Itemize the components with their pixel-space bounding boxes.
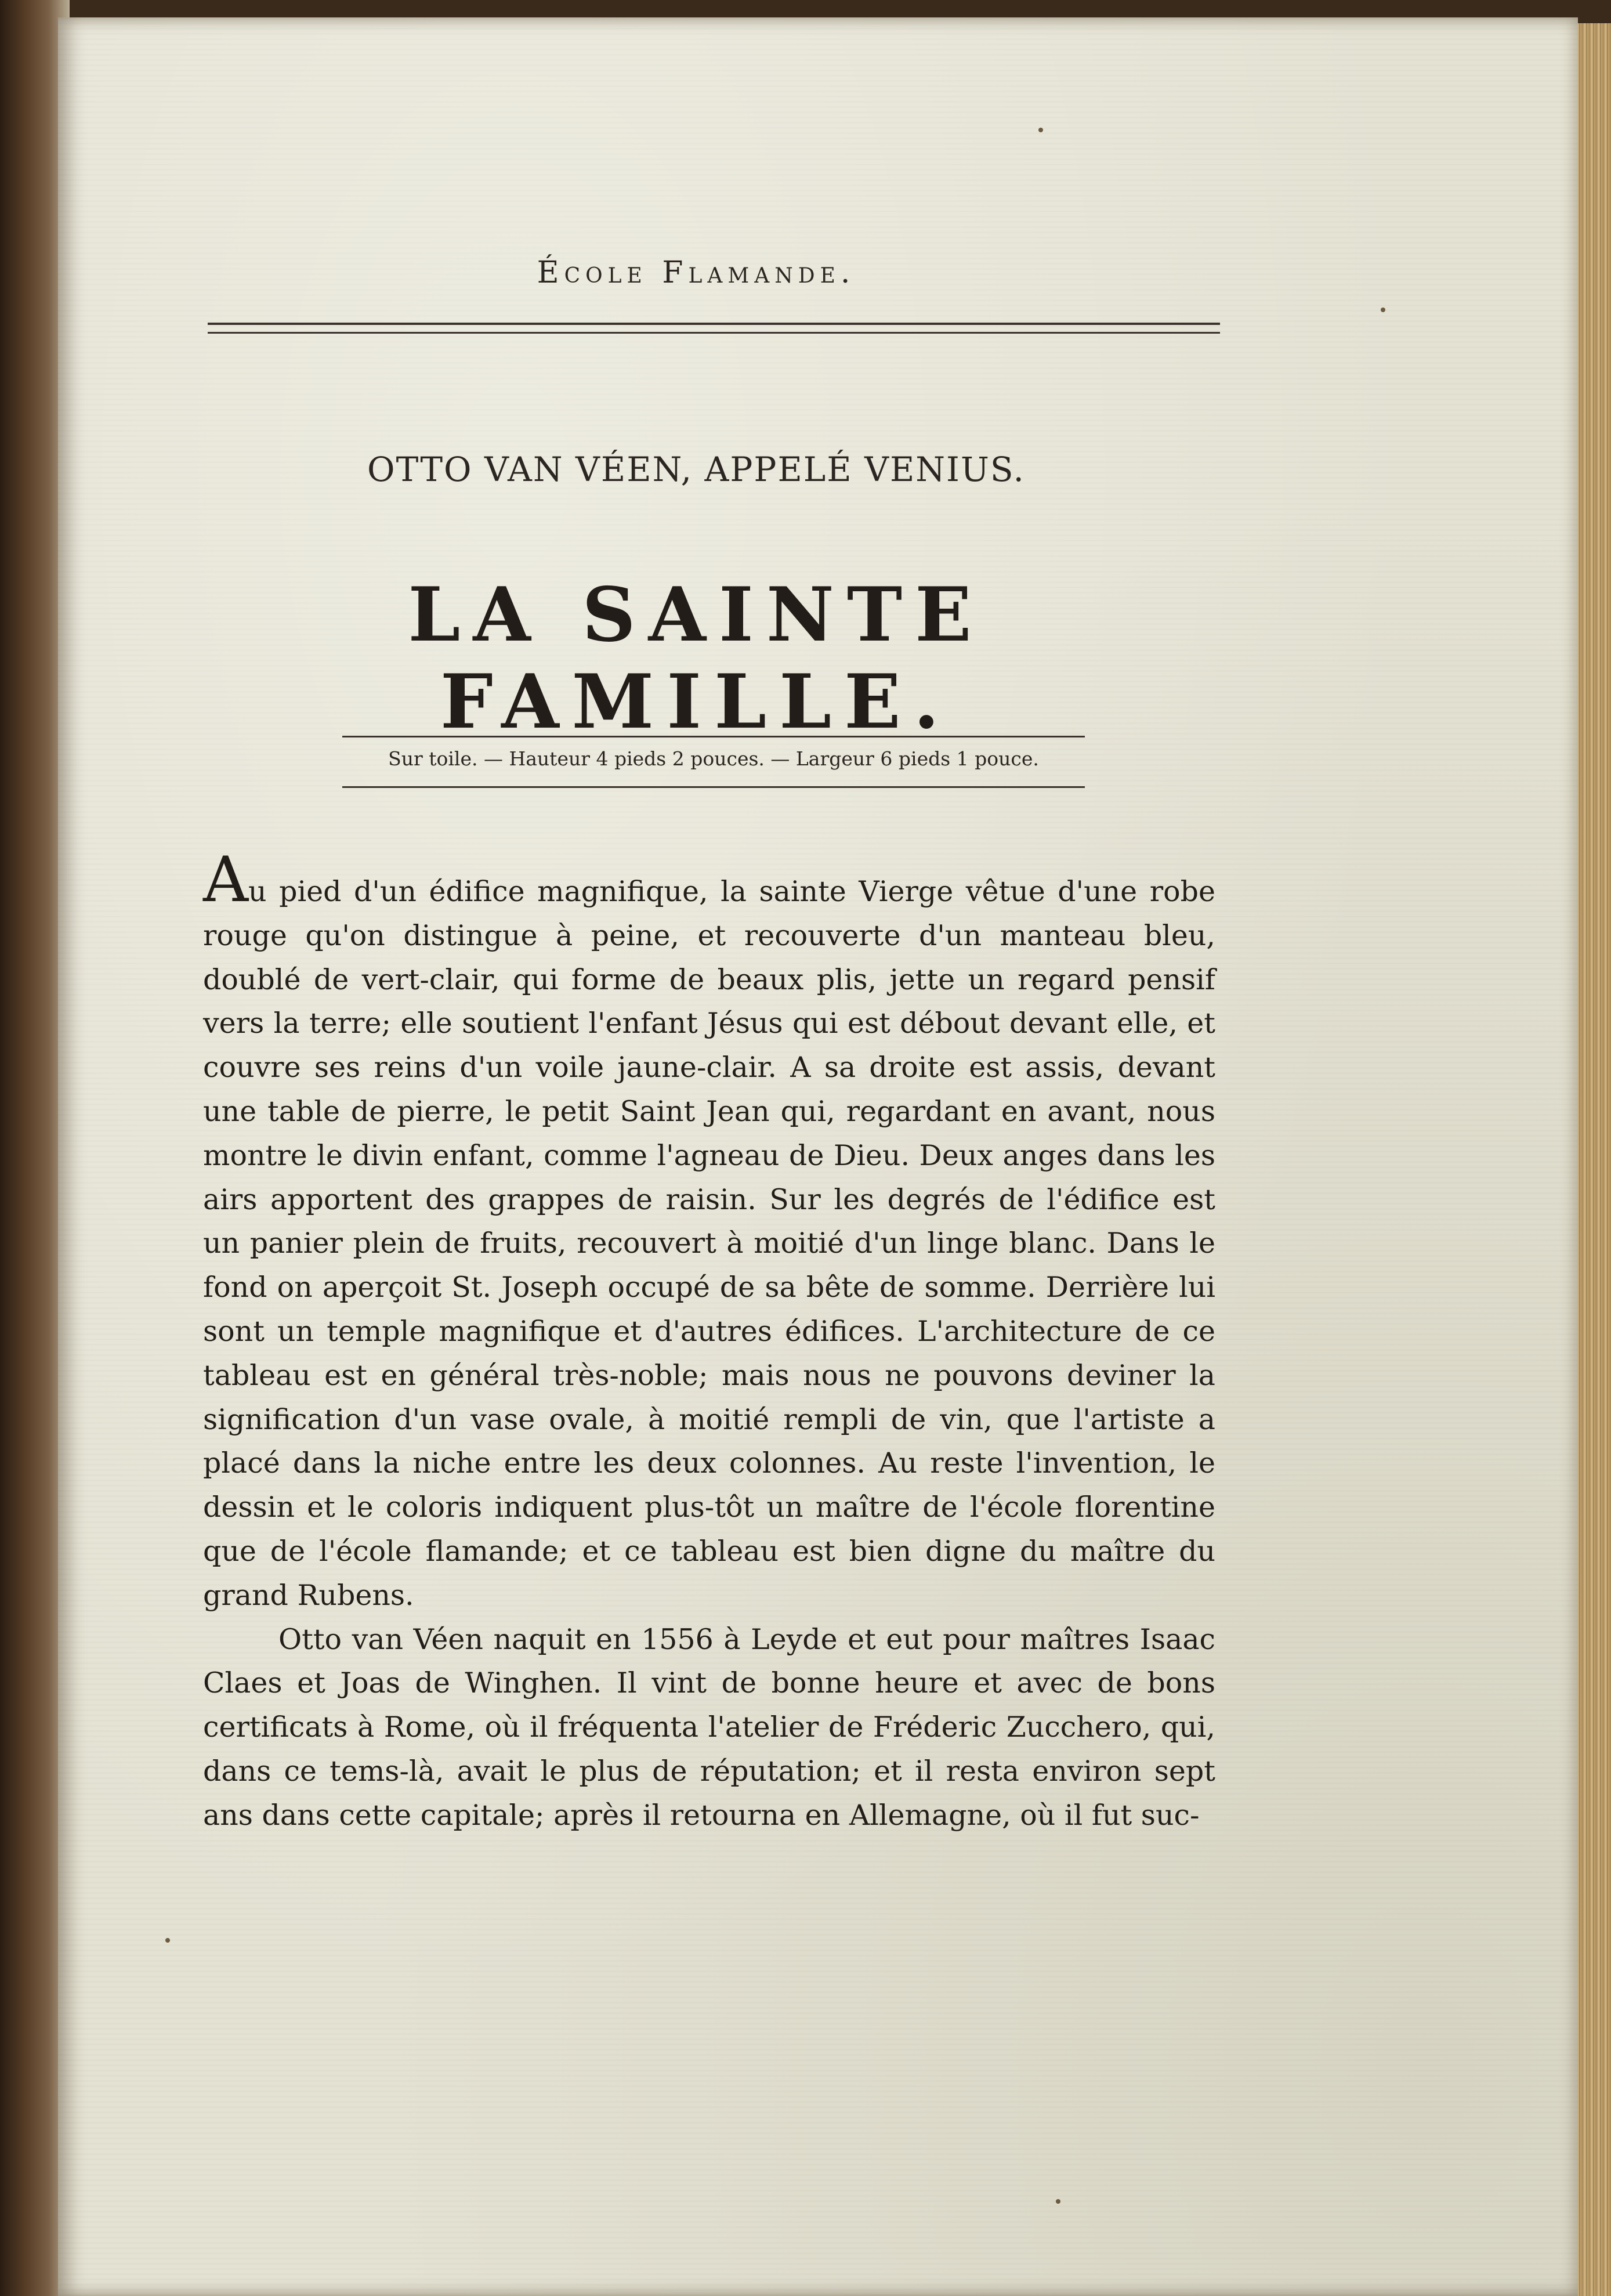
paper-fleck xyxy=(165,1938,170,1943)
artist-name: OTTO VAN VÉEN, APPELÉ VENIUS. xyxy=(367,450,1025,489)
paragraph-biography: Otto van Véen naquit en 1556 à Leyde et eut pour maîtres Isaac Claes et Joas de Winghen. Il vint de bonne heure et avec de bons certificats à Rome, où il fréquenta l'atelier de Fréderic Zucchero, qui, dans ce tems-là, avait le plus de réputation; et il resta environ sept ans dans cette capitale; après il retourna en Allemagne, où il fut suc- xyxy=(203,1622,1215,1832)
header-double-rule xyxy=(208,323,1220,334)
painting-dimensions: Sur toile. — Hauteur 4 pieds 2 pouces. — Largeur 6 pieds 1 pouce. xyxy=(388,747,1039,770)
paper-fleck xyxy=(1056,2199,1060,2204)
body-text xyxy=(203,844,1215,1838)
paper-fleck xyxy=(1381,308,1385,312)
paper-fleck xyxy=(1038,128,1043,132)
dimensions-top-rule xyxy=(342,736,1085,737)
section-header: École Flamande. xyxy=(537,255,856,290)
dimensions-bottom-rule xyxy=(342,786,1085,788)
paragraph-description: Au pied d'un édifice magnifique, la sainte Vierge vêtue d'une robe rouge qu'on distingue à peine, et recouverte d'un manteau bleu, doublé de vert-clair, qui forme de beaux plis, jette un regard pensif vers la terre; elle soutient l'enfant Jésus qui est débout devant elle, et couvre ses reins d'un voile jaune-clair. A sa droite est assis, devant une table de pierre, le petit Saint Jean qui, regardant en avant, nous montre le divin enfant, comme l'agneau de Dieu. Deux anges dans les airs apportent des grappes de raisin. Sur les degrés de l'édifice est un panier plein de fruits, recouvert à moitié d'un linge blanc. Dans le fond on aperçoit St. Joseph occupé de sa bête de somme. Derrière lui sont un temple magnifique et d'autres édifices. L'architecture de ce tableau est en général très-noble; mais nous ne pouvons deviner la signification d'un vase ovale, à moitié rempli de vin, que l'artiste a placé dans la niche entre les deux colonnes. Au reste l'invention, le dessin et le coloris indiquent plus-tôt un maître de l'école florentine que de l'école flamande; et ce tableau est bien digne du maître du grand Rubens. xyxy=(203,844,1215,1612)
page-title: LA SAINTE FAMILLE. xyxy=(408,572,984,746)
